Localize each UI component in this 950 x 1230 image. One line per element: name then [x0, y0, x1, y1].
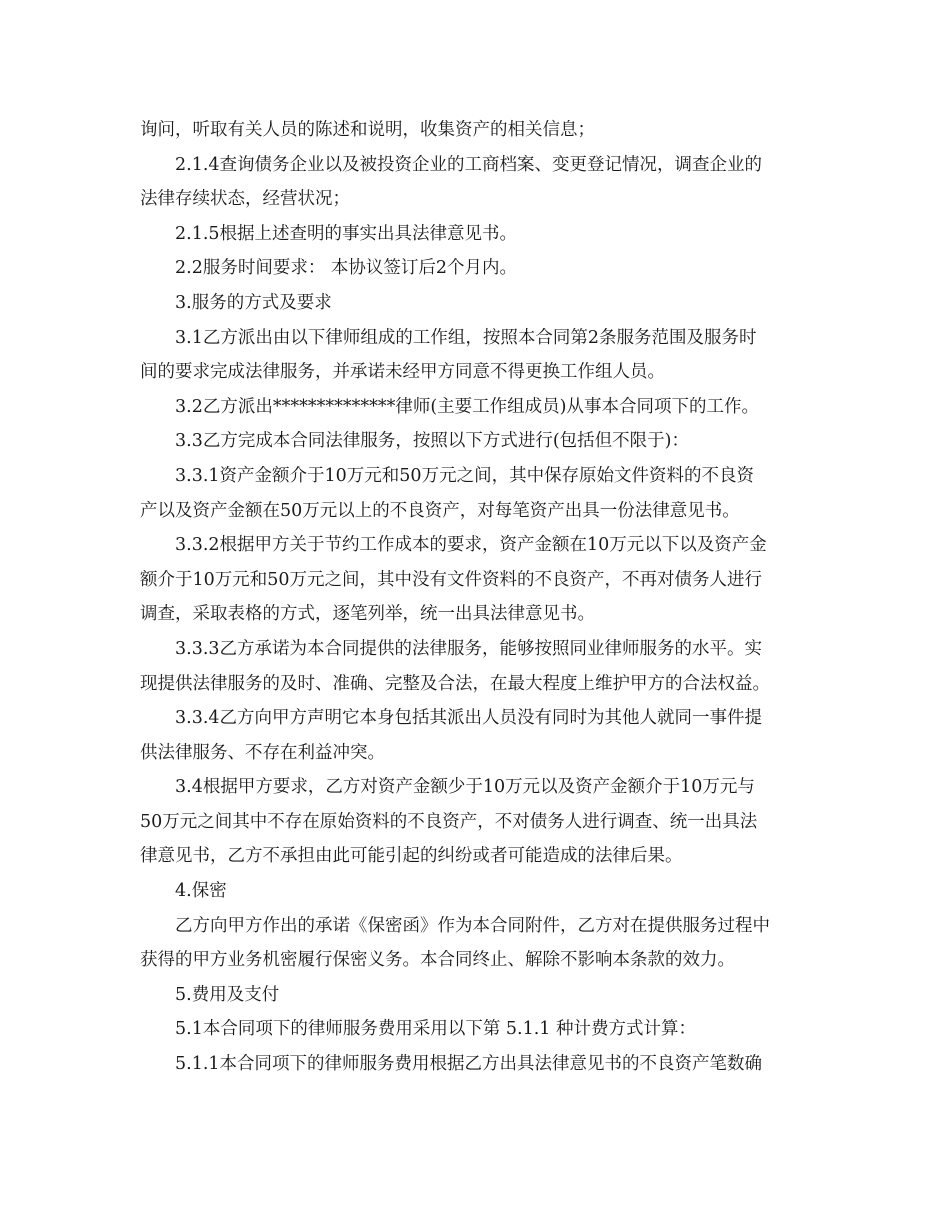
text-line: 额介于10万元和50万元之间，其中没有文件资料的不良资产，不再对债务人进行 [140, 569, 763, 590]
text-line: 5.费用及支付 [175, 984, 280, 1005]
text-line: 2.1.5根据上述查明的事实出具法律意见书。 [175, 223, 518, 244]
text-line: 3.3.4乙方向甲方声明它本身包括其派出人员没有同时为其他人就同一事件提 [175, 708, 763, 729]
text-line: 调查，采取表格的方式，逐笔列举，统一出具法律意见书。 [140, 604, 595, 625]
text-line: 2.1.4查询债务企业以及被投资企业的工商档案、变更登记情况，调查企业的 [175, 154, 763, 175]
text-line: 2.2服务时间要求： 本协议签订后2个月内。 [175, 258, 518, 279]
text-line: 3.3.1资产金额介于10万元和50万元之间，其中保存原始文件资料的不良资 [175, 465, 755, 486]
text-line: 3.3.2根据甲方关于节约工作成本的要求，资产金额在10万元以下以及资产金 [175, 535, 767, 556]
text-line: 5.1.1本合同项下的律师服务费用根据乙方出具法律意见书的不良资产笔数确 [175, 1054, 763, 1075]
text-line: 律意见书，乙方不承担由此可能引起的纠纷或者可能造成的法律后果。 [140, 846, 683, 867]
text-line: 供法律服务、不存在利益冲突。 [140, 742, 385, 763]
text-line: 询问，听取有关人员的陈述和说明，收集资产的相关信息； [140, 120, 595, 140]
text-line: 3.3.3乙方承诺为本合同提供的法律服务，能够按照同业律师服务的水平。实 [175, 638, 763, 659]
document-body [140, 113, 815, 1082]
text-line: 4.保密 [175, 881, 227, 902]
text-line: 5.1本合同项下的律师服务费用采用以下第 5.1.1 种计费方式计算： [175, 1019, 696, 1040]
text-line: 产以及资产金额在50万元以上的不良资产，对每笔资产出具一份法律意见书。 [140, 500, 740, 521]
text-line: 间的要求完成法律服务，并承诺未经甲方同意不得更换工作组人员。 [140, 362, 665, 383]
text-line: 3.4根据甲方要求，乙方对资产金额少于10万元以及资产金额介于10万元与 [175, 777, 755, 798]
text-line: 3.服务的方式及要求 [175, 292, 332, 313]
text-line: 法律存续状态，经营状况； [140, 189, 350, 210]
text-line: 乙方向甲方作出的承诺《保密函》作为本合同附件，乙方对在提供服务过程中 [175, 915, 770, 936]
text-line: 3.1乙方派出由以下律师组成的工作组，按照本合同第2条服务范围及服务时 [175, 327, 757, 348]
text-line: 现提供法律服务的及时、准确、完整及合法，在最大程度上维护甲方的合法权益。 [140, 673, 770, 694]
text-line: 3.2乙方派出**************律师(主要工作组成员)从事本合同项下的工作。 [175, 396, 759, 417]
text-line: 获得的甲方业务机密履行保密义务。本合同终止、解除不影响本条款的效力。 [140, 950, 735, 971]
text-line: 3.3乙方完成本合同法律服务，按照以下方式进行(包括但不限于)： [175, 431, 689, 452]
text-line: 50万元之间其中不存在原始资料的不良资产，不对债务人进行调查、统一出具法 [140, 811, 758, 832]
